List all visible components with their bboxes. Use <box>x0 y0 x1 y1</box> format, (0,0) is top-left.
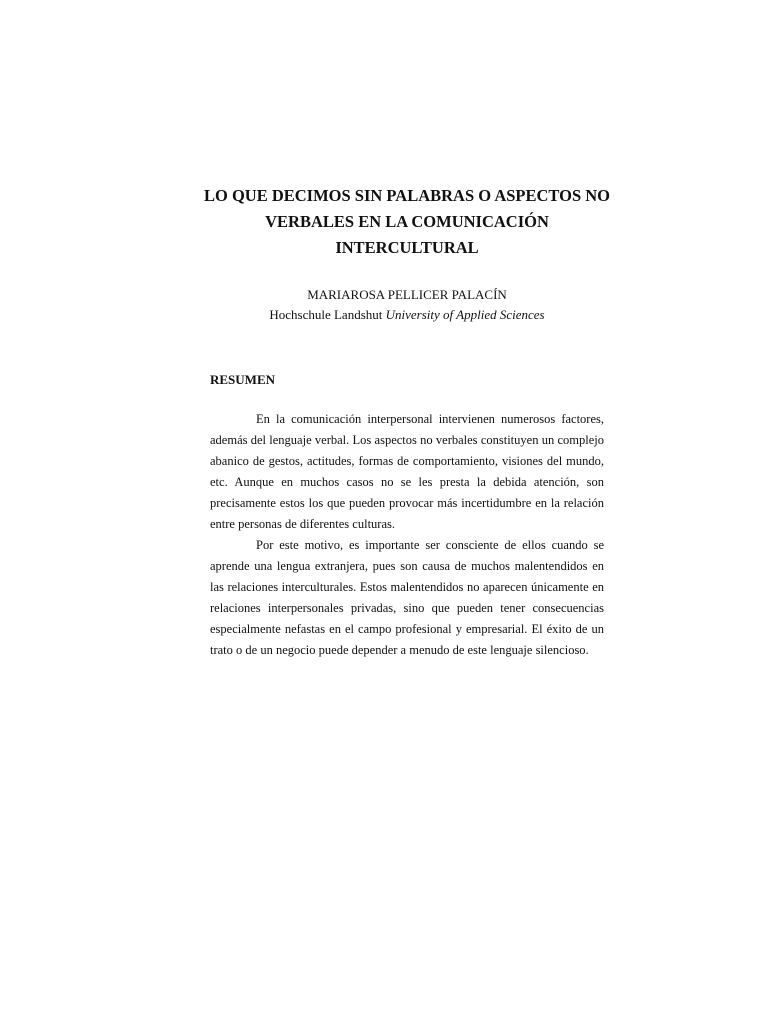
author-name: MARIAROSA PELLICER PALACÍN <box>307 287 507 302</box>
abstract-paragraph: Por este motivo, es importante ser consciente de ellos cuando se aprende una lengua extranjera, pues son causa de muchos malentendidos en las relaciones interculturales. Estos malentendidos no aparecen únicamente en relaciones interpersonales privadas, sino que pueden tener consecuencias especialmente nefastas en el campo profesional y empresarial. El éxito de un trato o de un negocio puede depender a menudo de este lenguaje silencioso. <box>210 538 604 657</box>
title-line: INTERCULTURAL <box>335 238 479 257</box>
title-line: VERBALES EN LA COMUNICACIÓN <box>265 212 549 231</box>
affiliation-institution-italic: University of Applied Sciences <box>385 307 545 322</box>
paper-title <box>200 183 614 261</box>
abstract-paragraph: En la comunicación interpersonal intervienen numerosos factores, además del lenguaje verbal. Los aspectos no verbales constituyen un complejo abanico de gestos, actitudes, formas de comportamiento, visiones del mundo, etc. Aunque en muchos casos no se les presta la debida atención, son precisamente estos los que pueden provocar más incertidumbre en la relación entre personas de diferentes culturas. <box>210 412 604 531</box>
author-affiliation <box>200 305 614 325</box>
title-line: LO QUE DECIMOS SIN PALABRAS O ASPECTOS NO <box>203 186 610 205</box>
affiliation-institution: Hochschule Landshut <box>269 307 383 322</box>
abstract-heading: RESUMEN <box>210 372 276 387</box>
abstract-body <box>210 409 604 661</box>
